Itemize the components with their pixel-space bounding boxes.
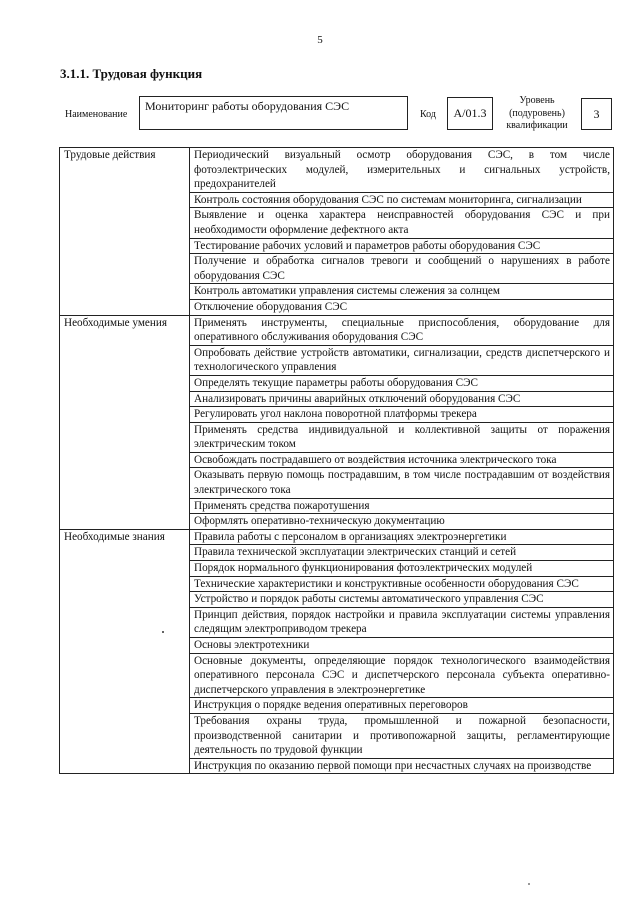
table-row <box>60 148 614 193</box>
item-cell: Периодический визуальный осмотр оборудования СЭС, в том числе фотоэлектрических модулей, измерительных и сигнальных устройств, предохранителей <box>190 148 614 193</box>
item-cell: Контроль состояния оборудования СЭС по системам мониторинга, сигнализации <box>190 192 614 208</box>
level-label-line: (подуровень) <box>509 107 565 119</box>
item-cell: Принцип действия, порядок настройки и правила эксплуатации системы управления следящим электроприводом трекера <box>190 607 614 637</box>
item-cell: Основные документы, определяющие порядок технологического взаимодействия оперативного персонала СЭС и диспетчерского персонала субъекта оперативно-диспетчерского управления в электроэнергетике <box>190 653 614 698</box>
item-cell: Контроль автоматики управления системы слежения за солнцем <box>190 284 614 300</box>
item-cell: Оказывать первую помощь пострадавшим, в том числе пострадавшим от воздействия электрического тока <box>190 468 614 498</box>
item-cell: Опробовать действие устройств автоматики, сигнализации, средств диспетчерского и технологического управления <box>190 345 614 375</box>
item-cell: Выявление и оценка характера неисправностей оборудования СЭС и при необходимости оформление дефектного акта <box>190 208 614 238</box>
code-value-box: A/01.3 <box>447 97 493 130</box>
category-cell: Трудовые действия <box>60 148 190 316</box>
item-cell: Основы электротехники <box>190 638 614 654</box>
level-label-line: Уровень <box>519 95 555 106</box>
scan-speck <box>162 631 164 633</box>
item-cell: Определять текущие параметры работы оборудования СЭС <box>190 375 614 391</box>
table-row <box>60 315 614 345</box>
item-cell: Правила технической эксплуатации электрических станций и сетей <box>190 545 614 561</box>
item-cell: Применять средства пожаротушения <box>190 498 614 514</box>
item-cell: Оформлять оперативно-техническую документацию <box>190 514 614 530</box>
item-cell: Правила работы с персоналом в организациях электроэнергетики <box>190 529 614 545</box>
item-cell: Применять инструменты, специальные приспособления, оборудование для оперативного обслуживания оборудования СЭС <box>190 315 614 345</box>
item-cell: Регулировать угол наклона поворотной платформы трекера <box>190 407 614 423</box>
item-cell: Технические характеристики и конструктивные особенности оборудования СЭС <box>190 576 614 592</box>
table-row <box>60 529 614 545</box>
item-cell: Инструкция по оказанию первой помощи при несчастных случаях на производстве <box>190 758 614 774</box>
item-cell: Отключение оборудования СЭС <box>190 299 614 315</box>
section-title: 3.1.1. Трудовая функция <box>60 66 203 81</box>
item-cell: Устройство и порядок работы системы автоматического управления СЭС <box>190 592 614 608</box>
qualification-level-box: 3 <box>581 98 612 130</box>
item-cell: Требования охраны труда, промышленной и пожарной безопасности, производственной санитарии и противопожарной защиты, регламентирующие деятельность по трудовой функции <box>190 713 614 758</box>
scan-speck <box>528 883 530 885</box>
category-cell: Необходимые знания <box>60 529 190 774</box>
item-cell: Тестирование рабочих условий и параметров работы оборудования СЭС <box>190 238 614 254</box>
item-cell: Получение и обработка сигналов тревоги и сообщений о нарушениях в работе оборудования СЭС <box>190 254 614 284</box>
item-cell: Применять средства индивидуальной и коллективной защиты от поражения электрическим током <box>190 422 614 452</box>
item-cell: Освобождать пострадавшего от воздействия источника электрического тока <box>190 452 614 468</box>
labor-function-table <box>59 147 614 774</box>
item-cell: Анализировать причины аварийных отключений оборудования СЭС <box>190 391 614 407</box>
name-value-box: Мониторинг работы оборудования СЭС <box>139 96 408 130</box>
page-number: 5 <box>317 34 323 46</box>
category-cell: Необходимые умения <box>60 315 190 529</box>
code-label: Код <box>420 109 436 120</box>
level-label-line: квалификации <box>506 120 568 131</box>
qualification-level-label <box>500 95 574 133</box>
item-cell: Порядок нормального функционирования фотоэлектрических модулей <box>190 561 614 577</box>
item-cell: Инструкция о порядке ведения оперативных переговоров <box>190 698 614 714</box>
name-label: Наименование <box>65 109 128 120</box>
